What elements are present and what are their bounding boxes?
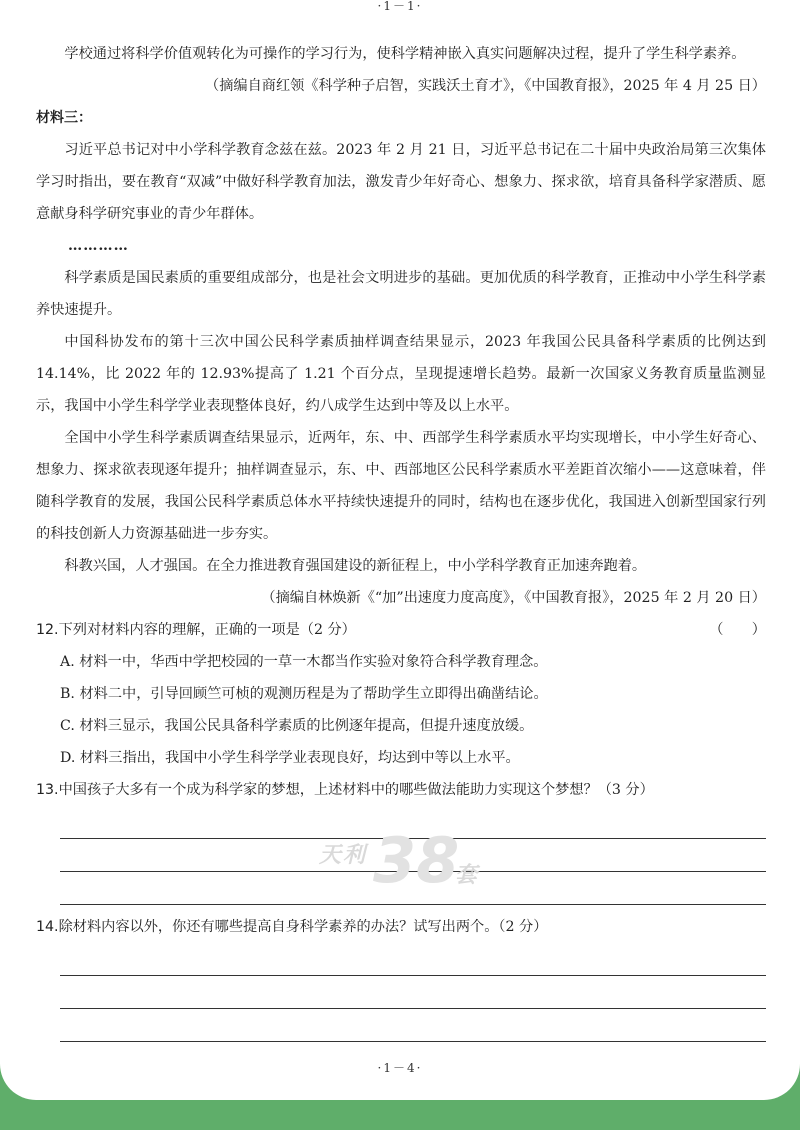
material3-paragraph-3: 中国科协发布的第十三次中国公民科学素质抽样调查结果显示，2023 年我国公民具备科学素质的比例达到 14.14%，比 2022 年的 12.93%提高了 1.21 个百分点，呈现提速增长趋势。最新一次国家义务教育质量监测显示，我国中小学生科学学业表现整体良好，约八成学生达到中等及以上水平。: [36, 334, 766, 414]
answer-bracket[interactable]: （ ）: [709, 622, 766, 638]
answer-line[interactable]: [60, 943, 766, 976]
answer-line[interactable]: [60, 872, 766, 905]
question-14-number: 14.: [36, 919, 59, 935]
question-12-stem: [36, 614, 356, 646]
question-12-text: 下列对材料内容的理解，正确的一项是（2 分）: [58, 622, 356, 638]
material3-paragraph-4: 全国中小学生科学素质调查结果显示，近两年，东、中、西部学生科学素质水平均实现增长，中小学生好奇心、想象力、探求欲表现逐年提升；抽样调查显示，东、中、西部地区公民科学素质水平差距首次缩小——这意味着，伴随科学教育的发展，我国公民科学素质总体水平持续快速提升的同时，结构也在逐步优化，我国进入创新型国家行列的科技创新人力资源基础进一步夯实。: [36, 430, 766, 542]
content-area: [36, 38, 766, 1042]
question-13-text: 中国孩子大多有一个成为科学家的梦想，上述材料中的哪些做法能助力实现这个梦想？（3 分）: [58, 782, 654, 798]
option-a[interactable]: A. 材料一中，华西中学把校园的一草一木都当作实验对象符合科学教育理念。: [60, 654, 548, 670]
bottom-page-number: ·1－4·: [377, 1061, 423, 1075]
material2-source: （摘编自商红领《科学种子启智，实践沃土育才》，《中国教育报》，2025 年 4 月 25 日）: [205, 78, 766, 94]
material3-source: （摘编自林焕新《“加”出速度力度高度》，《中国教育报》，2025 年 2 月 20 日）: [261, 590, 766, 606]
question-12-number: 12.: [36, 622, 59, 638]
answer-line[interactable]: [60, 839, 766, 872]
top-page-number: ·1－1·: [377, 0, 423, 13]
question-14-text: 除材料内容以外，你还有哪些提高自身科学素养的办法？试写出两个。（2 分）: [58, 919, 548, 935]
material3-paragraph-2: 科学素质是国民素质的重要组成部分，也是社会文明进步的基础。更加优质的科学教育，正推动中小学生科学素养快速提升。: [36, 270, 766, 318]
answer-line[interactable]: [60, 1009, 766, 1042]
material3-heading: 材料三：: [36, 110, 92, 126]
material2-paragraph: 学校通过将科学价值观转化为可操作的学习行为，使科学精神嵌入真实问题解决过程，提升了学生科学素养。: [64, 46, 746, 62]
watermark-logo: 天利 38 套: [319, 824, 478, 897]
answer-line[interactable]: [60, 806, 766, 839]
material3-paragraph-5: 科教兴国，人才强国。在全力推进教育强国建设的新征程上，中小学科学教育正加速奔跑着。: [64, 558, 647, 574]
option-b[interactable]: B. 材料二中，引导回顾竺可桢的观测历程是为了帮助学生立即得出确凿结论。: [60, 686, 548, 702]
question-13: [36, 774, 766, 806]
answer-line[interactable]: [60, 976, 766, 1009]
question-14: [36, 911, 766, 943]
question-14-answer-area[interactable]: [60, 943, 766, 1042]
ellipsis: …………: [68, 238, 129, 254]
question-13-answer-area[interactable]: [60, 806, 766, 905]
material3-paragraph-1: 习近平总书记对中小学科学教育念兹在兹。2023 年 2 月 21 日，习近平总书记在二十届中央政治局第三次集体学习时指出，要在教育“双减”中做好科学教育加法，激发青少年好奇心、想象力、探求欲，培育具备科学家潜质、愿意献身科学研究事业的青少年群体。: [36, 142, 766, 222]
question-13-number: 13.: [36, 782, 59, 798]
option-c[interactable]: C. 材料三显示，我国公民具备科学素质的比例逐年提高，但提升速度放缓。: [60, 718, 534, 734]
question-12: [36, 614, 766, 646]
option-d[interactable]: D. 材料三指出，我国中小学生科学学业表现良好，均达到中等以上水平。: [60, 750, 520, 766]
